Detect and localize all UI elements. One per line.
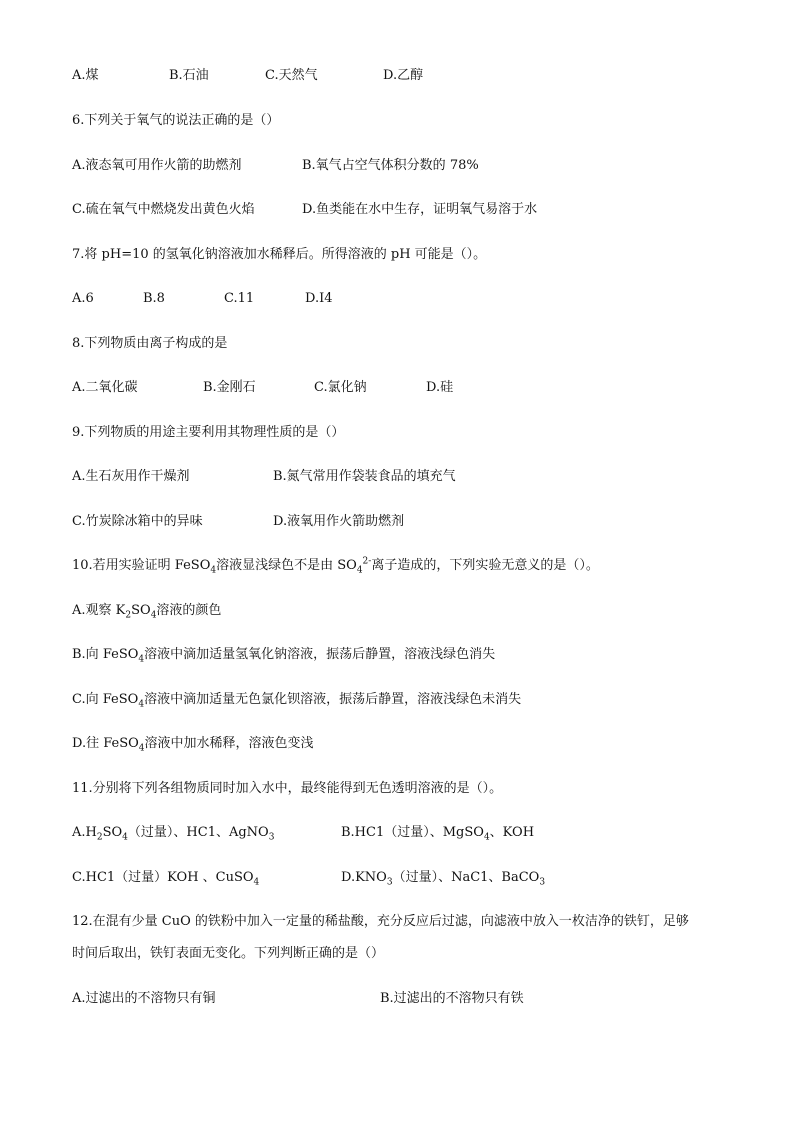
q7-option-c: C.11: [224, 291, 255, 306]
q8-option-b: B.金刚石: [203, 380, 256, 395]
q5-option-b: B.石油: [169, 68, 209, 83]
q12-stem-line2: 时间后取出，铁钉表面无变化。下列判断正确的是（）: [72, 946, 385, 961]
q7-stem: 7.将 pH=10 的氢氧化钠溶液加水稀释后。所得溶液的 pH 可能是（）。: [72, 247, 487, 262]
q8-option-c: C.氯化钠: [314, 380, 367, 395]
q11-option-d: $D.KNO_3$（过量）、NaC1、BaCO$_3$: [341, 870, 546, 888]
q7-option-d: D.I4: [305, 291, 333, 306]
q8-option-a: A.二氧化碳: [72, 380, 138, 395]
q10-stem: 10.若用实验证明 FeSO$_4$溶液显浅绿色不是由 $SO_4^{2-}$离子造成的，下列实验无意义的是（）。: [72, 556, 599, 576]
q11-option-b: B.HC1（过量）、MgSO$_4$、KOH: [341, 825, 535, 843]
q8-option-d: D.硅: [426, 380, 454, 395]
q9-stem: 9.下列物质的用途主要利用其物理性质的是（）: [72, 425, 345, 440]
q10-option-d: D.往 FeSO$_4$溶液中加水稀释，溶液色变浅: [72, 736, 314, 754]
q9-option-c: C.竹炭除冰箱中的异味: [72, 514, 203, 529]
q7-option-a: A.6: [72, 291, 94, 306]
q7-option-b: B.8: [143, 291, 165, 306]
q6-option-d: D.鱼类能在水中生存，证明氧气易溶于水: [302, 202, 538, 217]
q10-option-b: B.向 FeSO$_4$溶液中滴加适量氢氧化钠溶液，振荡后静置，溶液浅绿色消失: [72, 647, 496, 665]
q5-option-a: A.煤: [72, 68, 99, 83]
q6-option-b: B.氧气占空气体积分数的 78%: [302, 158, 479, 173]
q12-stem-line1: 12.在混有少量 CuO 的铁粉中加入一定量的稀盐酸，充分反应后过滤，向滤液中放入一枚洁净的铁钉，足够: [72, 914, 689, 929]
q12-option-b: B.过滤出的不溶物只有铁: [380, 991, 524, 1006]
q6-option-a: A.液态氧可用作火箭的助燃剂: [72, 158, 242, 173]
q8-stem: 8.下列物质由离子构成的是: [72, 336, 228, 351]
q12-option-a: A.过滤出的不溶物只有铜: [72, 991, 216, 1006]
q10-option-a: A.观察 $K_2SO_4$溶液的颜色: [72, 603, 222, 621]
q11-stem: 11.分别将下列各组物质同时加入水中，最终能得到无色透明溶液的是（）。: [72, 781, 503, 796]
q6-option-c: C.硫在氧气中燃烧发出黄色火焰: [72, 202, 255, 217]
q9-option-b: B.氮气常用作袋装食品的填充气: [273, 469, 456, 484]
q9-option-d: D.液氧用作火箭助燃剂: [273, 514, 405, 529]
q10-option-c: C.向 FeSO$_4$溶液中滴加适量无色氯化钡溶液，振荡后静置，溶液浅绿色未消失: [72, 692, 522, 710]
q11-option-a: $A.H_2SO_4$（过量）、HC1、AgNO$_3$: [72, 825, 275, 843]
q9-option-a: A.生石灰用作干燥剂: [72, 469, 190, 484]
q11-option-c: C.HC1（过量）KOH 、CuSO$_4$: [72, 870, 260, 888]
q5-option-d: D.乙醇: [383, 68, 424, 83]
q6-stem: 6.下列关于氧气的说法正确的是（）: [72, 113, 280, 128]
q5-option-c: C.天然气: [265, 68, 318, 83]
